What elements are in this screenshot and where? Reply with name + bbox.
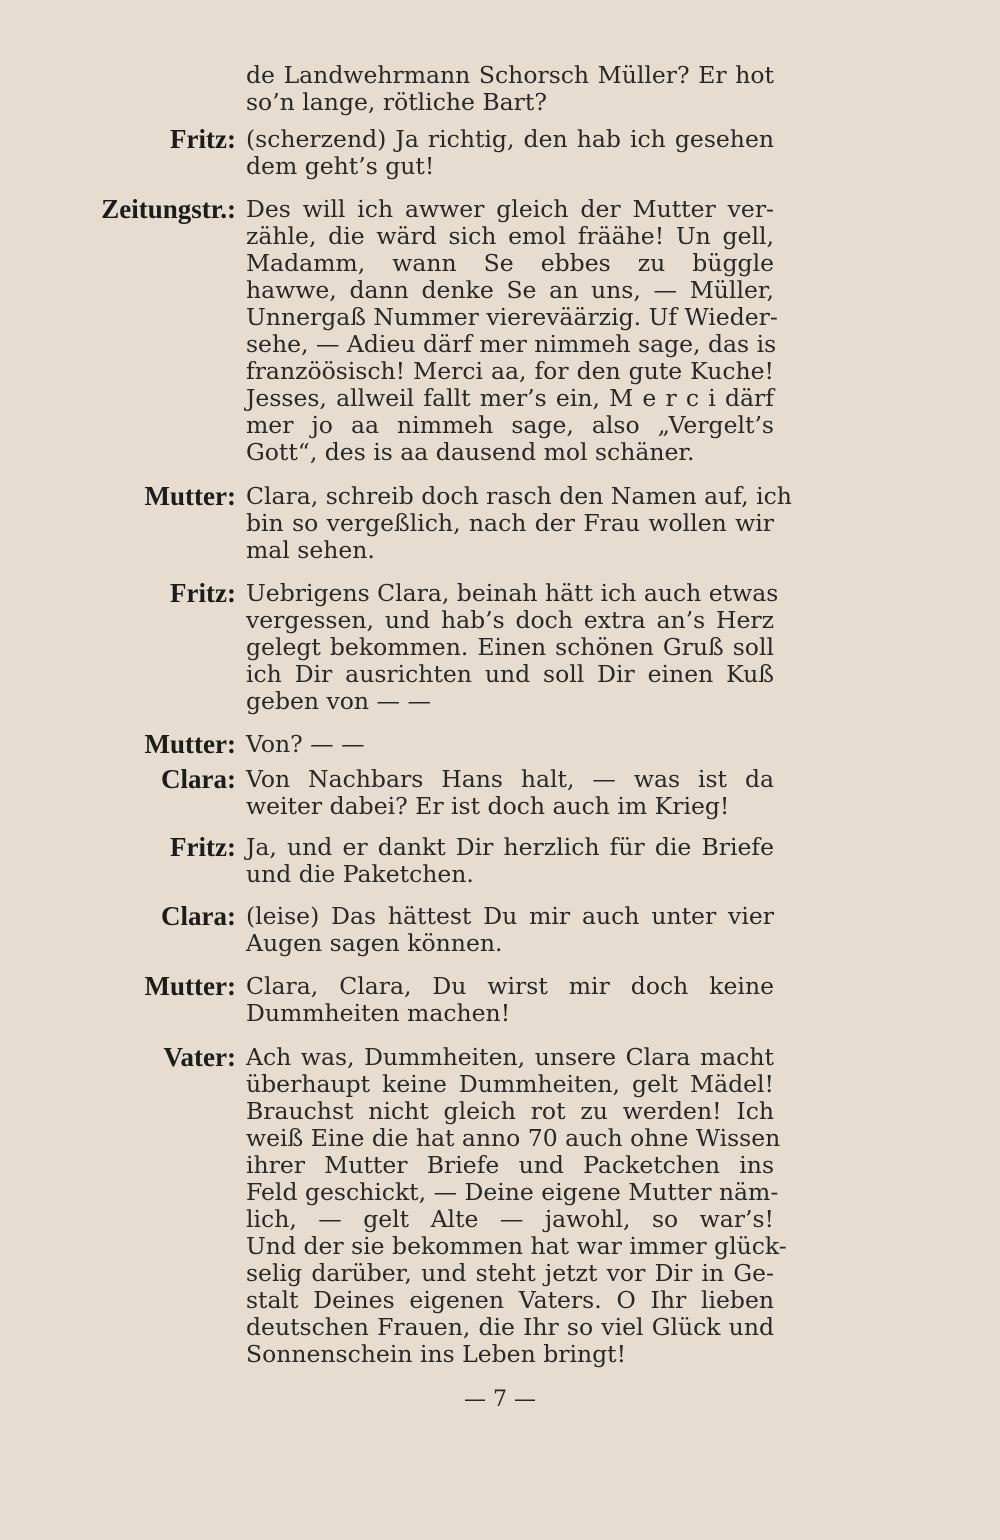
dialogue-line: geben von — — (246, 687, 432, 715)
dialogue-line: überhaupt keine Dummheiten, gelt Mädel! (246, 1070, 774, 1098)
dialogue-line: Augen sagen können. (246, 929, 503, 957)
dialogue-line: (scherzend) Ja richtig, den hab ich gesehen (246, 125, 774, 153)
dialogue-line: Ja, und er dankt Dir herzlich für die Briefe (246, 833, 774, 861)
dialogue-line: hawwe, dann denke Se an uns, — Müller, (246, 276, 774, 304)
page-number: — 7 — (464, 1387, 536, 1412)
dialogue-line: Clara, Clara, Du wirst mir doch keine (246, 972, 774, 1000)
speaker-name: Mutter: (144, 481, 236, 511)
dialogue-line: Uebrigens Clara, beinah hätt ich auch etwas (246, 579, 779, 607)
dialogue-line: (leise) Das hättest Du mir auch unter vier (246, 902, 774, 930)
dialogue-line: weiß Eine die hat anno 70 auch ohne Wissen (246, 1124, 781, 1152)
speaker-name: Vater: (163, 1042, 236, 1072)
dialogue-line: Jesses, allweil fallt mer’s ein, M e r c i därf (246, 384, 774, 412)
dialogue-line: so’n lange, rötliche Bart? (246, 88, 547, 116)
dialogue-line: Madamm, wann Se ebbes zu büggle (246, 249, 774, 277)
dialogue-line: sehe, — Adieu därf mer nimmeh sage, das is (246, 330, 777, 358)
speaker-name: Clara: (161, 764, 236, 794)
dialogue-line: zähle, die wärd sich emol fräähe! Un gell, (246, 222, 774, 250)
speaker-name: Fritz: (170, 124, 236, 154)
dialogue-line: deutschen Frauen, die Ihr so viel Glück und (246, 1313, 774, 1341)
dialogue-line: Gott“, des is aa dausend mol schäner. (246, 438, 695, 466)
dialogue-line: Von Nachbars Hans halt, — was ist da (246, 765, 774, 793)
speaker-name: Fritz: (170, 578, 236, 608)
dialogue-line: gelegt bekommen. Einen schönen Gruß soll (246, 633, 774, 661)
dialogue-line: lich, — gelt Alte — jawohl, so war’s! (246, 1205, 774, 1233)
dialogue-line: selig darüber, und steht jetzt vor Dir in Ge- (246, 1259, 774, 1287)
dialogue-line: Und der sie bekommen hat war immer glück- (246, 1232, 787, 1260)
dialogue-line: und die Paketchen. (246, 860, 474, 888)
dialogue-line: vergessen, und hab’s doch extra an’s Herz (246, 606, 774, 634)
dialogue-line: franzöösisch! Merci aa, for den gute Kuche! (246, 357, 774, 385)
dialogue-line: Sonnenschein ins Leben bringt! (246, 1340, 627, 1368)
dialogue-line: Dummheiten machen! (246, 999, 511, 1027)
dialogue-line: Unnergaß Nummer viereväärzig. Uf Wieder- (246, 303, 778, 331)
dialogue-line: de Landwehrmann Schorsch Müller? Er hot (246, 61, 774, 89)
dialogue-line: Ach was, Dummheiten, unsere Clara macht (246, 1043, 774, 1071)
dialogue-line: Des will ich awwer gleich der Mutter ver- (246, 195, 774, 223)
dialogue-line: mer jo aa nimmeh sage, also „Vergelt’s (246, 411, 774, 439)
dialogue-line: mal sehen. (246, 536, 375, 564)
speaker-name: Mutter: (144, 729, 236, 759)
speaker-name: Mutter: (144, 971, 236, 1001)
dialogue-line: dem geht’s gut! (246, 152, 435, 180)
dialogue-line: Feld geschickt, — Deine eigene Mutter näm- (246, 1178, 779, 1206)
dialogue-line: Von? — — (246, 730, 365, 758)
dialogue-line: Clara, schreib doch rasch den Namen auf, ich (246, 482, 792, 510)
speaker-name: Clara: (161, 901, 236, 931)
dialogue-line: ich Dir ausrichten und soll Dir einen Kuß (246, 660, 774, 688)
speaker-name: Zeitungstr.: (101, 194, 236, 224)
dialogue-line: bin so vergeßlich, nach der Frau wollen wir (246, 509, 774, 537)
speaker-name: Fritz: (170, 832, 236, 862)
dialogue-line: Brauchst nicht gleich rot zu werden! Ich (246, 1097, 774, 1125)
dialogue-line: stalt Deines eigenen Vaters. O Ihr lieben (246, 1286, 774, 1314)
dialogue-line: ihrer Mutter Briefe und Packetchen ins (246, 1151, 774, 1179)
dialogue-line: weiter dabei? Er ist doch auch im Krieg! (246, 792, 730, 820)
